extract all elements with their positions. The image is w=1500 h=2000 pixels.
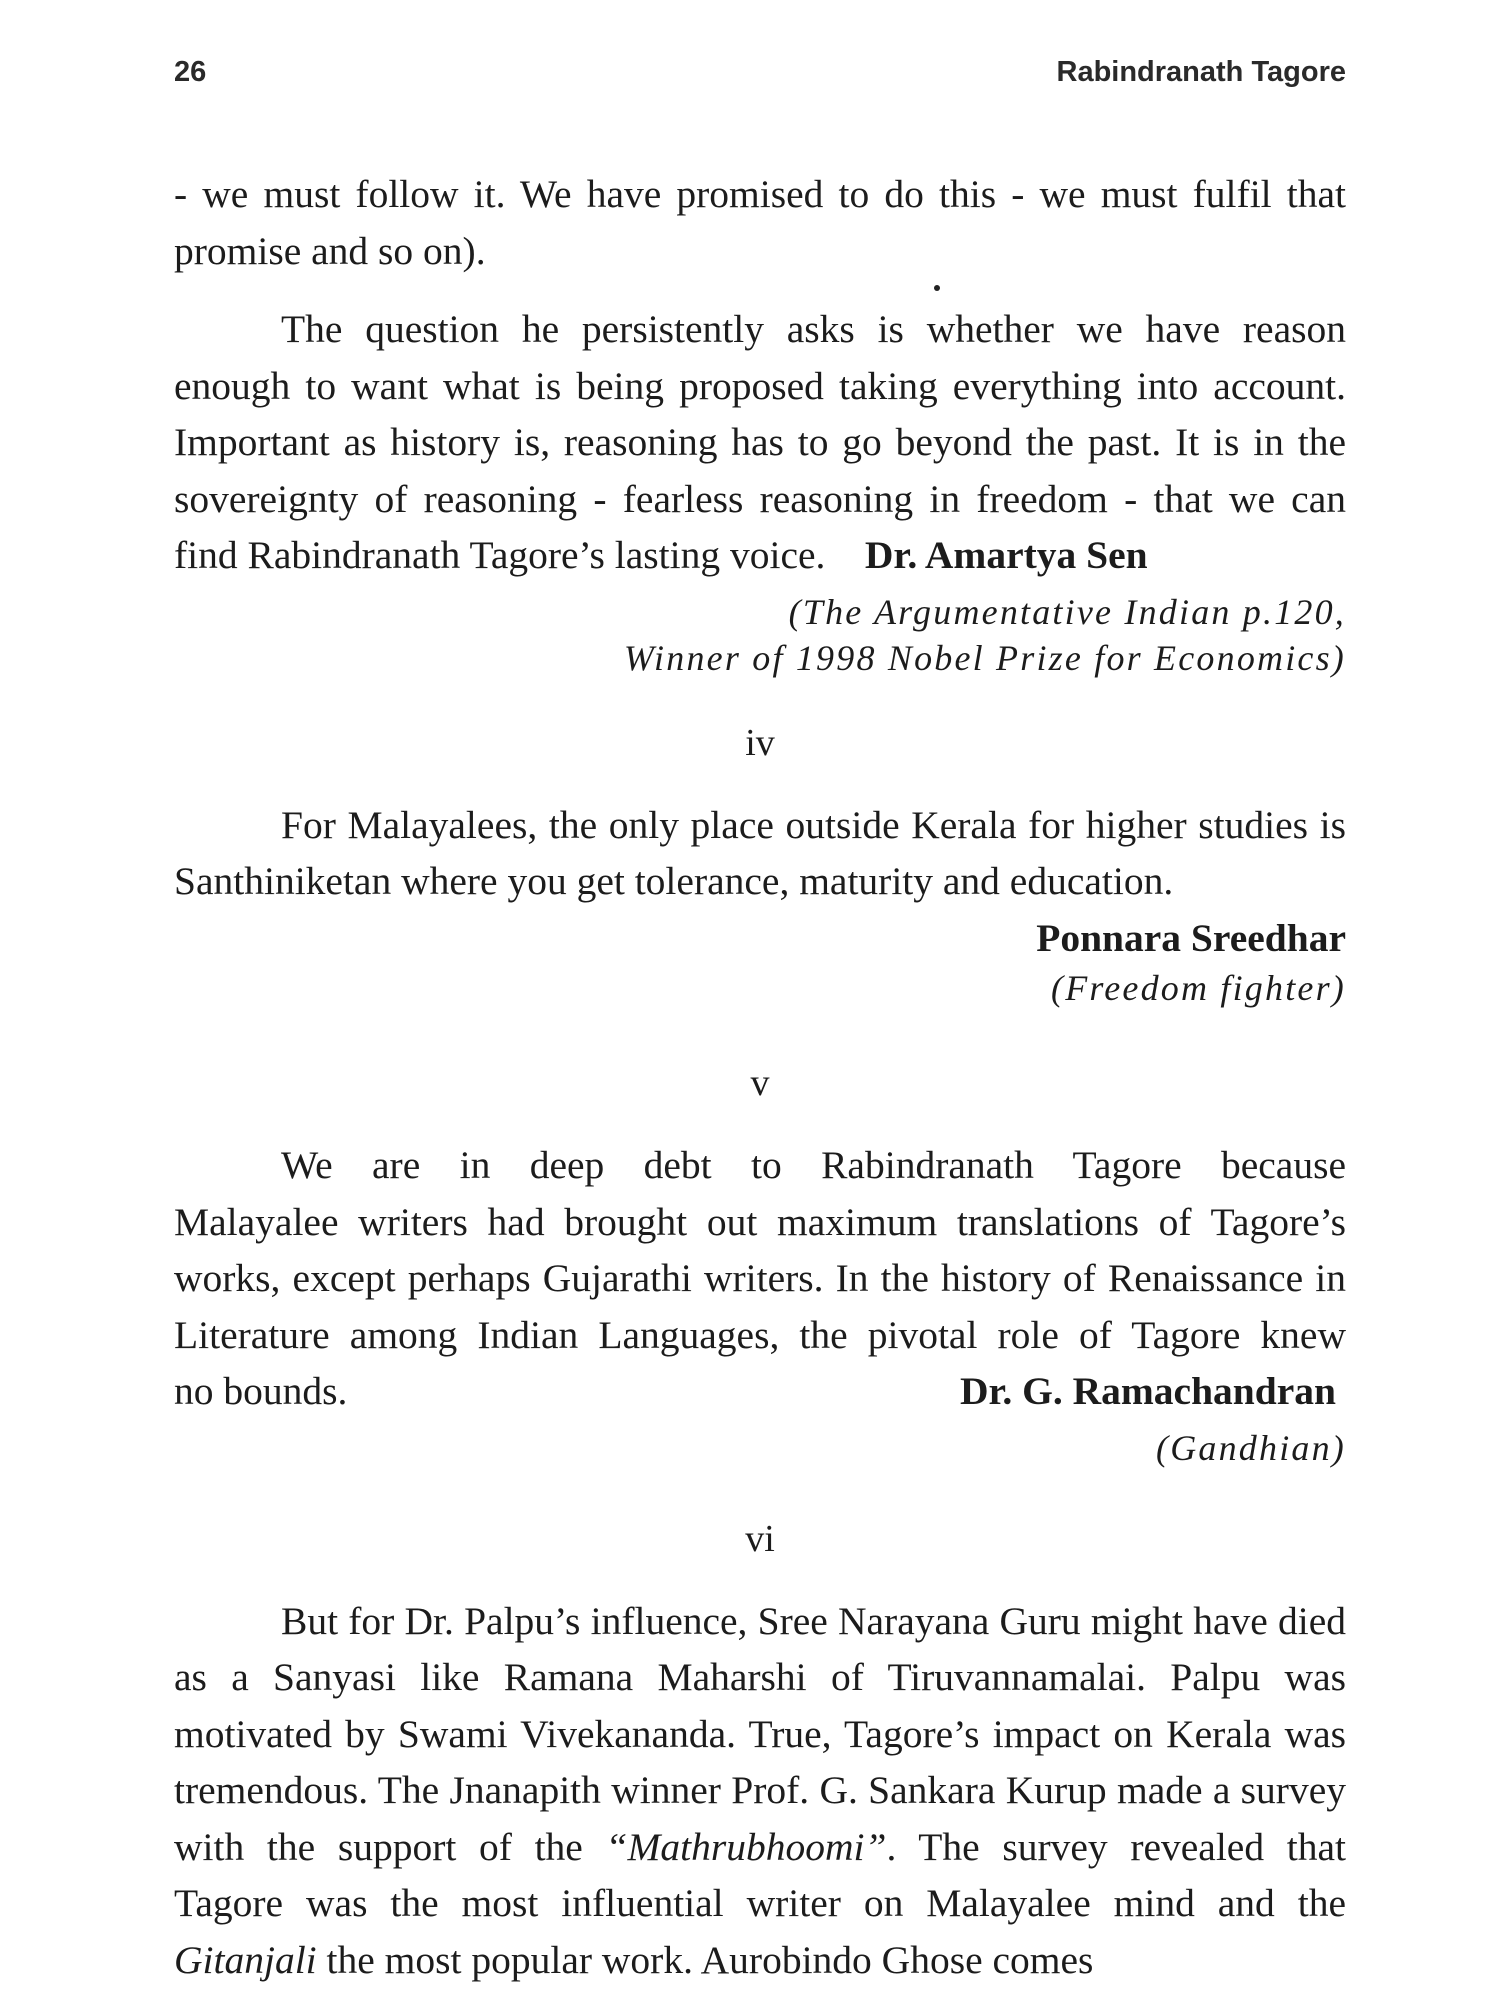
gitanjali-title: Gitanjali [174,1937,317,1982]
sreedhar-quote-text: For Malayalees, the only place outside Kerala for higher studies is Santhiniketan where you get tolerance, maturity and education. [174,802,1346,903]
vi-text-part-3: the most popular work. Aurobindo Ghose comes [316,1937,1094,1982]
continuation-paragraph: - we must follow it. We have promised to do this - we must fulfil that promise and so on). [174,172,1346,273]
ramachandran-author: Dr. G. Ramachandran [959,1369,1336,1413]
section-heading-iv: iv [745,721,775,764]
quote-block-ponnara-sreedhar [174,797,1346,1018]
sen-quote-body: The question he persistently asks is whether we have reason enough to want what is being proposed taking everything into account. Important as history is, reasoning has to go beyond the past. It is in the sovereignty of reasoning - fearless reasoning in freedom - that we can find Rabindranath Tagore’s lasting voice. [174,307,1346,577]
ramachandran-quote-end: no bounds. [174,1369,348,1413]
sreedhar-citation: (Freedom fighter) [1051,968,1346,1008]
section-heading-v: v [750,1062,770,1104]
sen-author: Dr. Amartya Sen [864,533,1148,577]
page-number: 26 [174,56,207,88]
ramachandran-quote-lead: We are in deep debt to Rabindranath Tagore because [281,1143,1346,1187]
book-title: Rabindranath Tagore [1056,56,1346,88]
sen-citation-line-1: (The Argumentative Indian p.120, [788,591,1346,632]
page-body [174,166,1346,1988]
vi-text-part-1: But for Dr. Palpu’s influence, Sree Narayana Guru might have died as a Sanyasi like Ramana Maharshi of Tiruvannamalai. Palpu was motivated by Swami Vivekananda. True, Tagore’s impact on Kerala was tremendous. The Jnanapith winner Prof. G. Sankara Kurup made a survey with the support of the [174,1598,1346,1869]
quote-block-g-ramachandran [174,1137,1346,1477]
mathrubhoomi-title: “Mathrubhoomi” [605,1824,887,1869]
section-heading-vi: vi [745,1517,775,1560]
sreedhar-author: Ponnara Sreedhar [1036,915,1346,960]
sen-quote-text [174,301,1346,584]
quote-block-amartya-sen [174,301,1346,687]
section-vi-paragraph [174,1593,1346,1989]
ramachandran-quote-text: Malayalee writers had brought out maximum translations of Tagore’s works, except perhaps Gujarathi writers. In the history of Renaissance in Literature among Indian Languages, the pivotal role of Tagore knew [174,1199,1346,1357]
sen-citation-line-2: Winner of 1998 Nobel Prize for Economics) [623,637,1346,678]
ramachandran-citation: (Gandhian) [1156,1427,1346,1468]
vi-text-part-2: . The survey revealed that Tagore was the most influential writer on Malayalee mind and the [174,1824,1346,1925]
ramachandran-signature-line [174,1363,1346,1420]
running-header [174,56,1346,96]
